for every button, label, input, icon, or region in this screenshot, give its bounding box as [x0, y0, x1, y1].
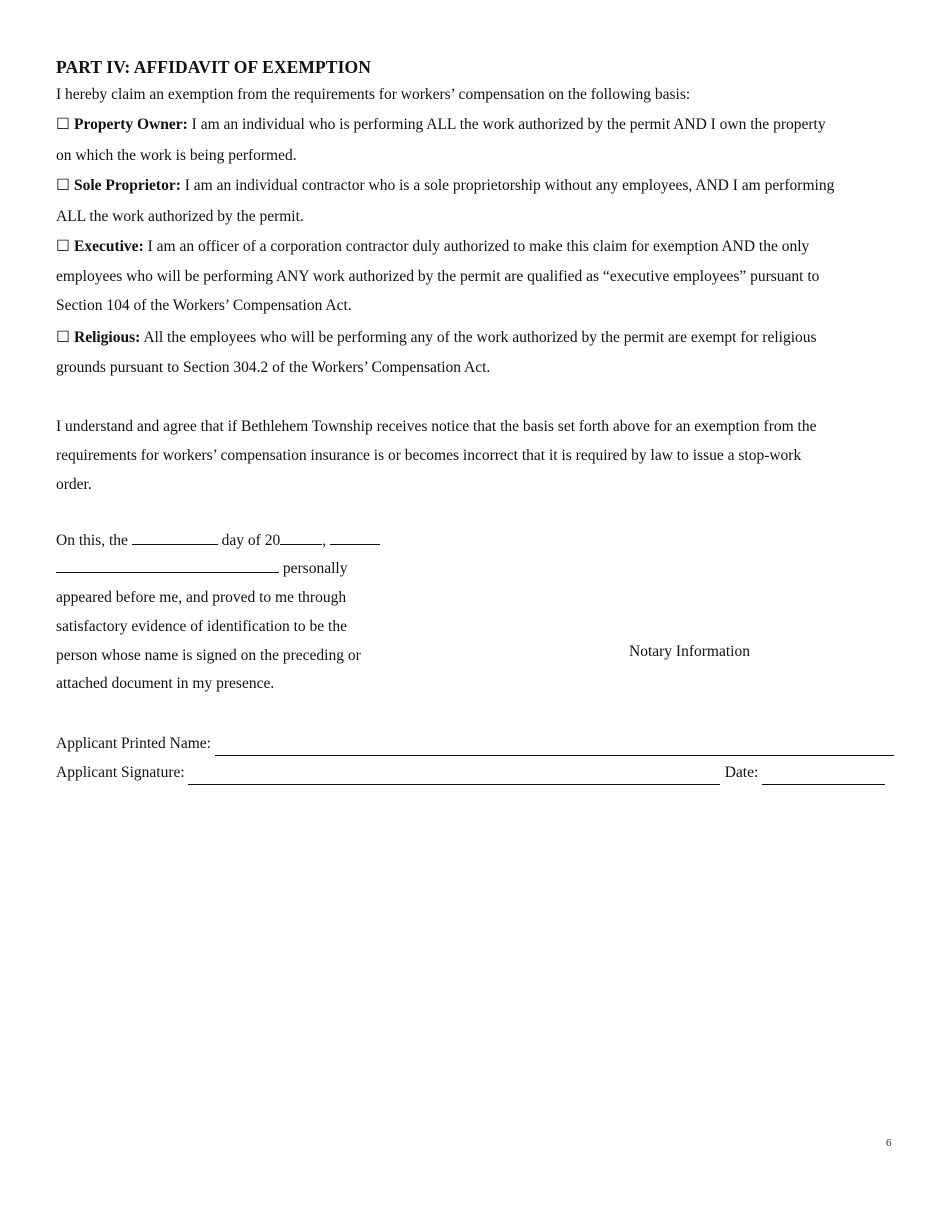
option-sole-proprietor [56, 171, 894, 232]
notary-line: attached document in my presence. [56, 675, 275, 693]
option-text: I am an individual who is performing ALL the work authorized by the permit AND I own the property [191, 116, 826, 133]
notary-line: person whose name is signed on the preceding or [56, 646, 361, 664]
option-text: Section 104 of the Workers’ Compensation Act. [56, 297, 352, 314]
date-label: Date: [724, 763, 759, 781]
executive-checkbox[interactable]: ☐ [56, 238, 70, 255]
section-heading: PART IV: AFFIDAVIT OF EXEMPTION [56, 57, 371, 77]
religious-checkbox[interactable]: ☐ [56, 328, 70, 346]
date-field[interactable] [762, 766, 885, 785]
option-religious [56, 323, 894, 384]
option-text: All the employees who will be performing any of the work authorized by the permit are exempt for religious [143, 328, 817, 346]
notary-comma: , [322, 531, 327, 549]
intro-text: I hereby claim an exemption from the requirements for workers’ compensation on the following basis: [56, 86, 691, 103]
year-blank[interactable] [280, 529, 322, 545]
option-label: Executive: [74, 238, 144, 255]
notary-on-this: On this, the [56, 531, 128, 549]
option-text: ALL the work authorized by the permit. [56, 207, 304, 225]
signature-field[interactable] [188, 766, 720, 785]
notary-line: appeared before me, and proved to me through [56, 589, 347, 607]
option-executive [56, 232, 894, 321]
property-owner-checkbox[interactable]: ☐ [56, 116, 70, 133]
exemption-options [56, 110, 894, 384]
printed-name-label: Applicant Printed Name: [56, 734, 211, 752]
signature-label: Applicant Signature: [56, 763, 185, 781]
signature-block [56, 727, 894, 785]
signature-row [56, 756, 894, 785]
notary-section [56, 527, 894, 699]
page-number: 6 [886, 1137, 892, 1149]
day-blank[interactable] [132, 529, 218, 545]
option-label: Property Owner: [74, 116, 188, 133]
option-text: on which the work is being performed. [56, 146, 297, 164]
agreement-line: requirements for workers’ compensation insurance is or becomes incorrect that it is required by law to issue a stop-work [56, 446, 802, 464]
option-text: I am an individual contractor who is a sole proprietorship without any employees, AND I am performing [184, 177, 835, 194]
extra-blank[interactable] [330, 529, 380, 545]
agreement-line: I understand and agree that if Bethlehem Township receives notice that the basis set forth above for an exemption from the [56, 417, 817, 435]
notary-day-of: day of 20 [221, 531, 281, 549]
affidavit-page [56, 54, 894, 785]
notary-personally: personally [282, 560, 348, 578]
option-label: Sole Proprietor: [74, 177, 181, 194]
printed-name-field[interactable] [215, 737, 894, 756]
agreement-line: order. [56, 475, 92, 493]
option-label: Religious: [74, 328, 141, 346]
name-blank[interactable] [56, 557, 279, 573]
option-text: employees who will be performing ANY work authorized by the permit are qualified as “executive employees” pursuant to [56, 267, 820, 285]
sole-proprietor-checkbox[interactable]: ☐ [56, 177, 70, 194]
option-property-owner [56, 110, 894, 171]
agreement-paragraph [56, 412, 894, 499]
printed-name-row [56, 727, 894, 756]
option-text: I am an officer of a corporation contractor duly authorized to make this claim for exemption AND the only [147, 238, 810, 255]
option-text: grounds pursuant to Section 304.2 of the Workers’ Compensation Act. [56, 359, 491, 376]
notary-information-label: Notary Information [629, 642, 750, 660]
notary-line: satisfactory evidence of identification to be the [56, 617, 347, 635]
notary-statement [56, 527, 396, 700]
